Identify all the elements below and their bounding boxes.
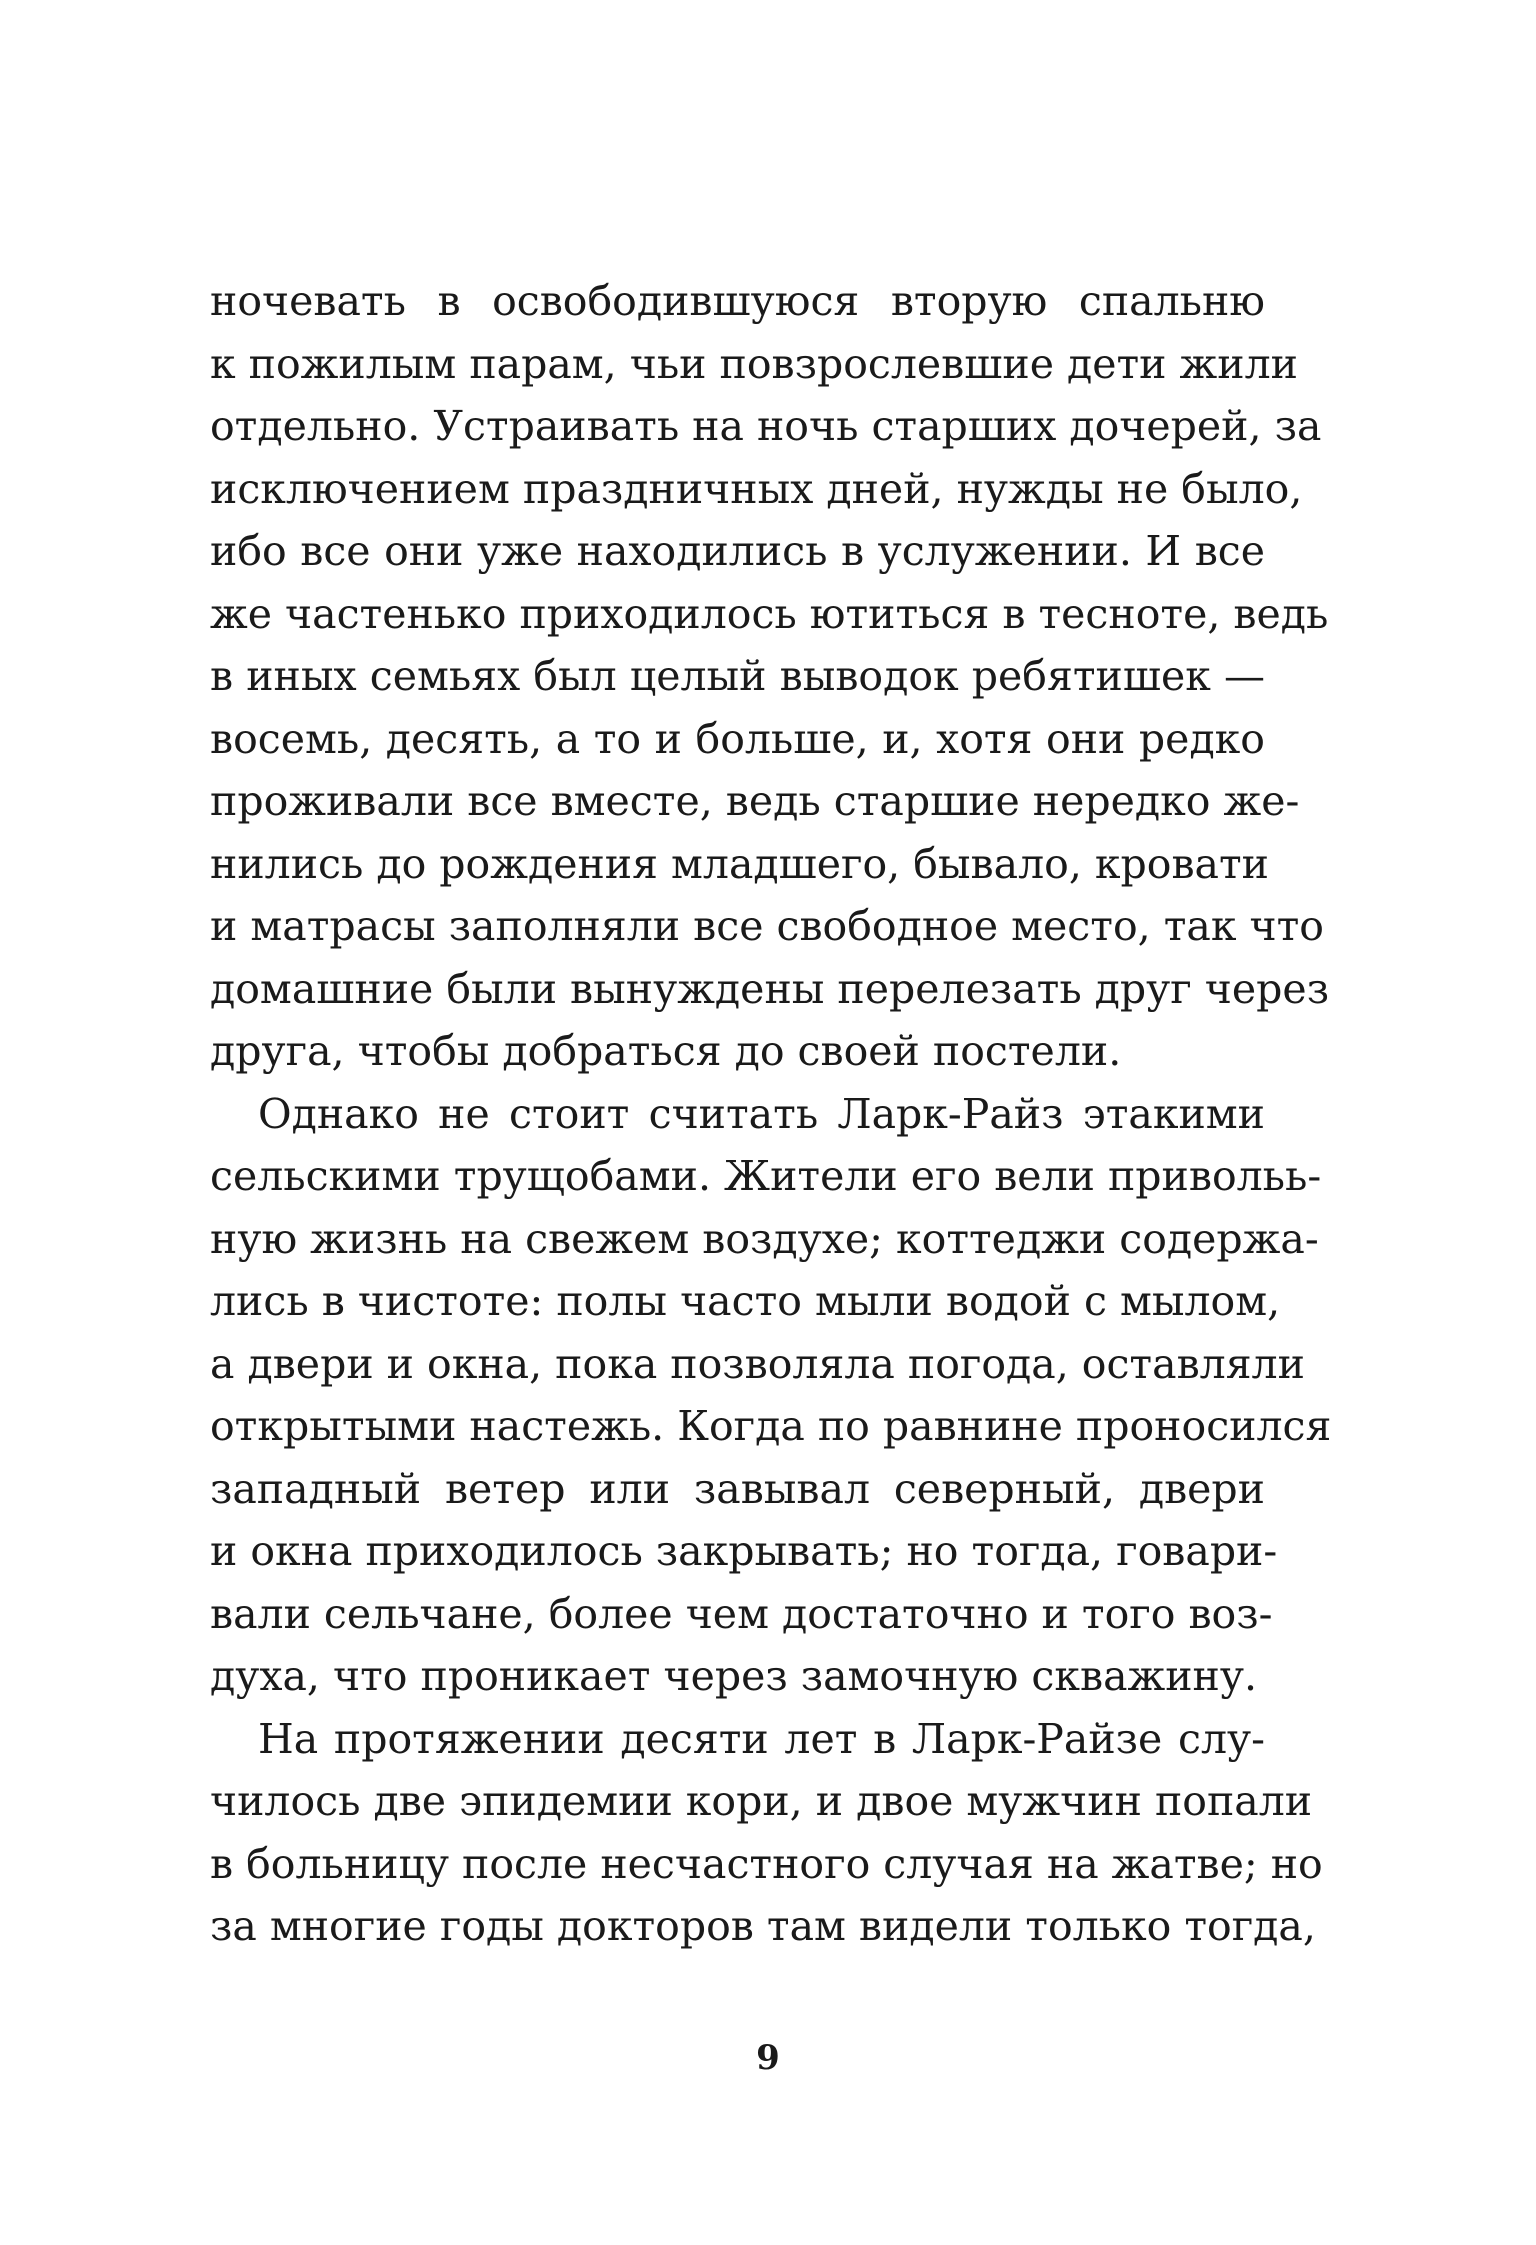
text-line: за многие годы докторов там видели только тогда, — [210, 1902, 1316, 1950]
text-line: и матрасы заполняли все свободное место, так что — [210, 902, 1324, 950]
text-line: сельскими трущобами. Жители его вели привольь- — [210, 1152, 1322, 1200]
page-number: 9 — [756, 2038, 780, 2078]
paragraph-2 — [210, 1083, 1332, 1708]
text-line: к пожилым парам, чьи повзрослевшие дети жили — [210, 339, 1298, 388]
text-line: ную жизнь на свежем воздухе; коттеджи содержа- — [210, 1214, 1319, 1263]
text-line: и окна приходилось закрывать; но тогда, говари- — [210, 1527, 1278, 1575]
text-line: домашние были вынуждены перелезать друг через — [210, 964, 1330, 1013]
text-line: ибо все они уже находились в услужении. И все — [210, 527, 1265, 575]
text-line: восемь, десять, а то и больше, и, хотя они редко — [210, 714, 1265, 763]
text-line: в иных семьях был целый выводок ребятишек — — [210, 652, 1265, 700]
text-line: ночевать в освободившуюся вторую спальню — [210, 277, 1265, 325]
text-line: а двери и окна, пока позволяла погода, оставляли — [210, 1339, 1305, 1388]
paragraph-1 — [210, 270, 1330, 1083]
text-line: чилось две эпидемии кори, и двое мужчин попали — [210, 1777, 1313, 1825]
text-line: проживали все вместе, ведь старшие нередко же- — [210, 777, 1300, 825]
text-line: в больницу после несчастного случая на жатве; но — [210, 1839, 1323, 1888]
text-line: открытыми настежь. Когда по равнине проносился — [210, 1402, 1332, 1450]
text-line: Однако не стоит считать Ларк-Райз этакими — [258, 1089, 1265, 1138]
text-line: вали сельчане, более чем достаточно и того воз- — [210, 1589, 1273, 1638]
text-line: нились до рождения младшего, бывало, кровати — [210, 839, 1269, 888]
text-line: отдельно. Устраивать на ночь старших дочерей, за — [210, 402, 1322, 450]
text-line: духа, что проникает через замочную скважину. — [210, 1652, 1258, 1700]
body-text — [210, 270, 1332, 1958]
text-line: На протяжении десяти лет в Ларк-Райзе слу- — [258, 1714, 1265, 1763]
text-line: же частенько приходилось ютиться в тесноте, ведь — [210, 589, 1329, 638]
text-line: западный ветер или завывал северный, двери — [210, 1464, 1265, 1513]
text-line: лись в чистоте: полы часто мыли водой с мылом, — [210, 1277, 1281, 1325]
text-line: исключением праздничных дней, нужды не было, — [210, 464, 1303, 513]
text-line: друга, чтобы добраться до своей постели. — [210, 1027, 1122, 1075]
paragraph-3 — [210, 1708, 1323, 1958]
